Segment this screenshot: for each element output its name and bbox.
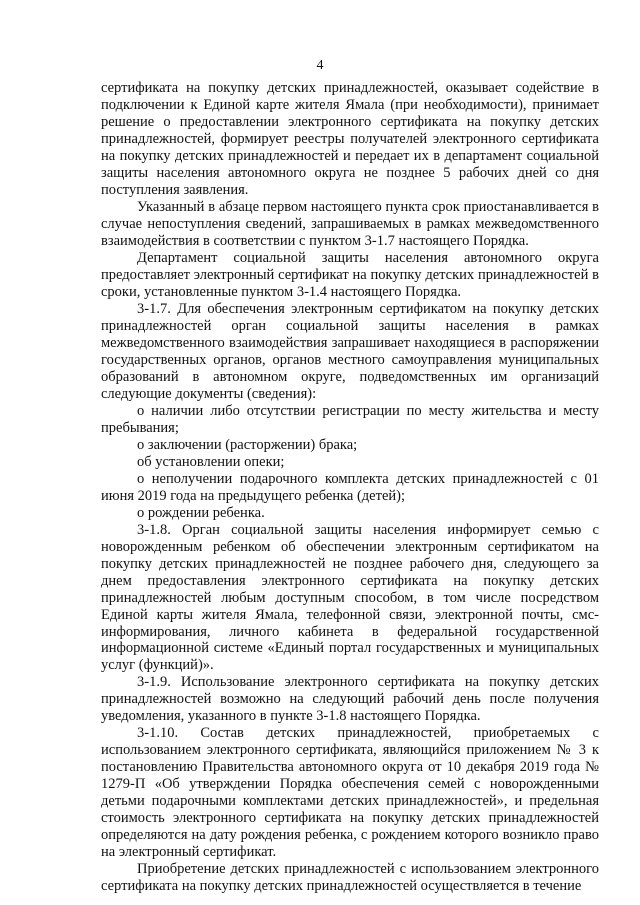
paragraph: Приобретение детских принадлежностей с использованием электронного сертификата на покупку детских принадлежностей осуществляется в течение <box>101 861 599 895</box>
paragraph: сертификата на покупку детских принадлежностей, оказывает содействие в подключении к Единой карте жителя Ямала (при необходимости), принимает решение о предоставлении электронного сертификата на покупку детских принадлежностей, формирует реестры получателей электронного сертификата на покупку детских принадлежностей и передает их в департамент социальной защиты населения автономного округа не позднее 5 рабочих дней со дня поступления заявления. <box>101 80 599 198</box>
paragraph: о заключении (расторжении) брака; <box>137 436 358 453</box>
paragraph: о неполучении подарочного комплекта детских принадлежностей с 01 июня 2019 года на предыдущего ребенка (детей); <box>101 470 599 504</box>
document-body <box>101 80 599 895</box>
paragraph: 3-1.10. Состав детских принадлежностей, приобретаемых с использованием электронного сертификата, являющийся приложением № 3 к постановлению Правительства автономного округа от 10 декабря 2019 года № 1279-П «Об утверждении Порядка обеспечения семей с новорожденными детьми подарочными комплектами детских принадлежностей», и предельная стоимость электронного сертификата на покупку детских принадлежностей определяются на дату рождения ребенка, с рождением которого возникло право на электронный сертификат. <box>101 725 599 861</box>
paragraph: 3-1.8. Орган социальной защиты населения информирует семью с новорожденным ребенком об обеспечении электронным сертификатом на покупку детских принадлежностей не позднее рабочего дня, следующего за днем предоставления электронного сертификата на покупку детских принадлежностей любым доступным способом, в том числе посредством Единой карты жителя Ямала, телефонной связи, электронной почты, смс-информирования, личного кабинета в федеральной государственной информационной системе «Единый портал государственных и муниципальных услуг (функций)». <box>101 521 599 674</box>
paragraph: 3-1.9. Использование электронного сертификата на покупку детских принадлежностей возможно на следующий рабочий день после получения уведомления, указанного в пункте 3-1.8 настоящего Порядка. <box>101 674 599 725</box>
paragraph: Указанный в абзаце первом настоящего пункта срок приостанавливается в случае непоступления сведений, запрашиваемых в рамках межведомственного взаимодействия в соответствии с пунктом 3-1.7 настоящего Порядка. <box>101 198 599 249</box>
paragraph: о наличии либо отсутствии регистрации по месту жительства и месту пребывания; <box>101 402 599 436</box>
paragraph: Департамент социальной защиты населения автономного округа предоставляет электронный сертификат на покупку детских принадлежностей в сроки, установленные пунктом 3-1.4 настоящего Порядка. <box>101 249 599 300</box>
paragraph: о рождении ребенка. <box>137 504 265 521</box>
paragraph: об установлении опеки; <box>137 453 285 470</box>
page-number: 4 <box>316 58 324 73</box>
paragraph: 3-1.7. Для обеспечения электронным сертификатом на покупку детских принадлежностей орган социальной защиты населения в рамках межведомственного взаимодействия запрашивает находящиеся в распоряжении государственных органов, органов местного самоуправления муниципальных образований в автономном округе, подведомственных им организаций следующие документы (сведения): <box>101 300 599 402</box>
